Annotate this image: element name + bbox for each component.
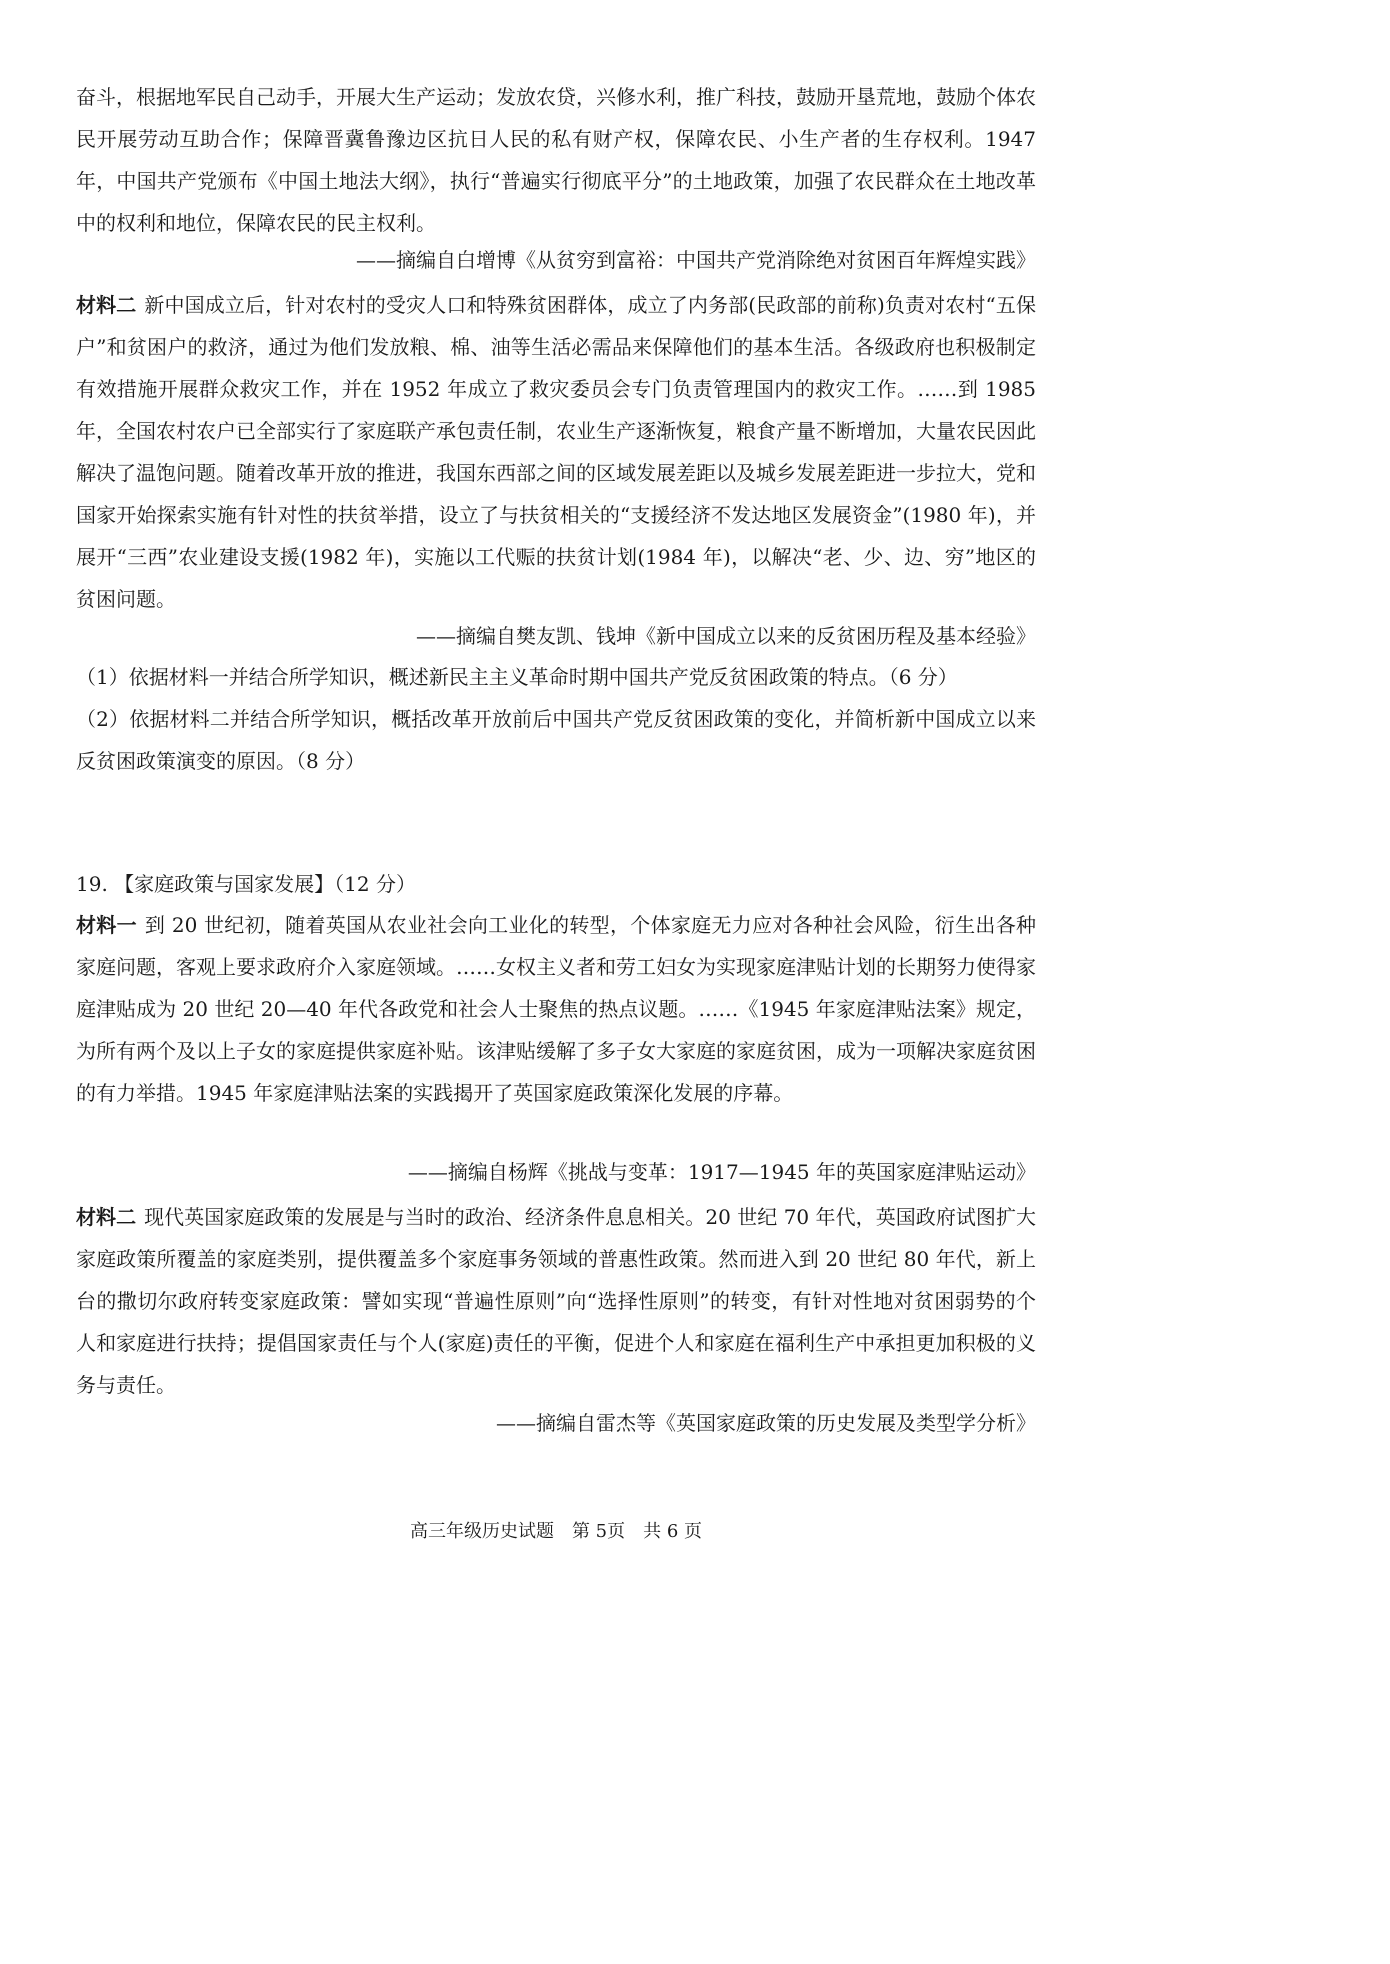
q18-material1-tail: 奋斗，根据地军民自己动手，开展大生产运动；发放农贷，兴修水利，推广科技，鼓励开垦荒地，鼓励个体农民开展劳动互助合作；保障晋冀鲁豫边区抗日人民的私有财产权，保障农民、小生产者的生存权利。1947 年，中国共产党颁布《中国土地法大纲》，执行“普遍实行彻底平分”的土地政策，加强了农民群众在土地改革中的权利和地位，保障农民的民主权利。 <box>76 85 1036 235</box>
q18-material2-text: 新中国成立后，针对农村的受灾人口和特殊贫困群体，成立了内务部(民政部的前称)负责对农村“五保户”和贫困户的救济，通过为他们发放粮、棉、油等生活必需品来保障他们的基本生活。各级政府也积极制定有效措施开展群众救灾工作，并在 1952 年成立了救灾委员会专门负责管理国内的救灾工作。……到 1985 年，全国农村农户已全部实行了家庭联产承包责任制，农业生产逐渐恢复，粮食产量不断增加，大量农民因此解决了温饱问题。随着改革开放的推进，我国东西部之间的区域发展差距以及城乡发展差距进一步拉大，党和国家开始探索实施有针对性的扶贫举措，设立了与扶贫相关的“支援经济不发达地区发展资金”(1980 年)，并展开“三西”农业建设支援(1982 年)，实施以工代赈的扶贫计划(1984 年)，以解决“老、少、边、穷”地区的贫困问题。 <box>76 293 1036 611</box>
q18-question-1: （1）依据材料一并结合所学知识，概述新民主主义革命时期中国共产党反贫困政策的特点。（6 分） <box>76 665 958 689</box>
q19-heading: 19. 【家庭政策与国家发展】（12 分） <box>76 872 416 896</box>
q19-material2-source: ——摘编自雷杰等《英国家庭政策的历史发展及类型学分析》 <box>496 1411 1036 1435</box>
q19-material1-text: 到 20 世纪初，随着英国从农业社会向工业化的转型，个体家庭无力应对各种社会风险，衍生出各种家庭问题，客观上要求政府介入家庭领域。……女权主义者和劳工妇女为实现家庭津贴计划的长期努力使得家庭津贴成为 20 世纪 20—40 年代各政党和社会人士聚焦的热点议题。……《1945 年家庭津贴法案》规定，为所有两个及以上子女的家庭提供家庭补贴。该津贴缓解了多子女大家庭的家庭贫困，成为一项解决家庭贫困的有力举措。1945 年家庭津贴法案的实践揭开了英国家庭政策深化发展的序幕。 <box>76 913 1036 1105</box>
q19-material2-label: 材料二 <box>76 1205 137 1229</box>
q18-question-2: （2）依据材料二并结合所学知识，概括改革开放前后中国共产党反贫困政策的变化，并简析新中国成立以来反贫困政策演变的原因。（8 分） <box>76 707 1036 773</box>
q19-material1-source: ——摘编自杨辉《挑战与变革：1917—1945 年的英国家庭津贴运动》 <box>407 1160 1036 1184</box>
q18-material1-source: ——摘编自白增博《从贫穷到富裕：中国共产党消除绝对贫困百年辉煌实践》 <box>356 248 1036 272</box>
q18-material2-label: 材料二 <box>76 293 137 317</box>
q19-material1 <box>76 904 1036 1114</box>
q18-material2-source: ——摘编自樊友凯、钱坤《新中国成立以来的反贫困历程及基本经验》 <box>416 624 1036 648</box>
page-footer: 高三年级历史试题 第 5页 共 6 页 <box>409 1521 703 1542</box>
q18-material2 <box>76 284 1036 620</box>
q19-material2-text: 现代英国家庭政策的发展是与当时的政治、经济条件息息相关。20 世纪 70 年代，英国政府试图扩大家庭政策所覆盖的家庭类别，提供覆盖多个家庭事务领域的普惠性政策。然而进入到 20 世纪 80 年代，新上台的撒切尔政府转变家庭政策：譬如实现“普遍性原则”向“选择性原则”的转变，有针对性地对贫困弱势的个人和家庭进行扶持；提倡国家责任与个人(家庭)责任的平衡，促进个人和家庭在福利生产中承担更加积极的义务与责任。 <box>76 1205 1036 1397</box>
q19-material1-label: 材料一 <box>76 913 137 937</box>
q19-material2 <box>76 1196 1036 1406</box>
